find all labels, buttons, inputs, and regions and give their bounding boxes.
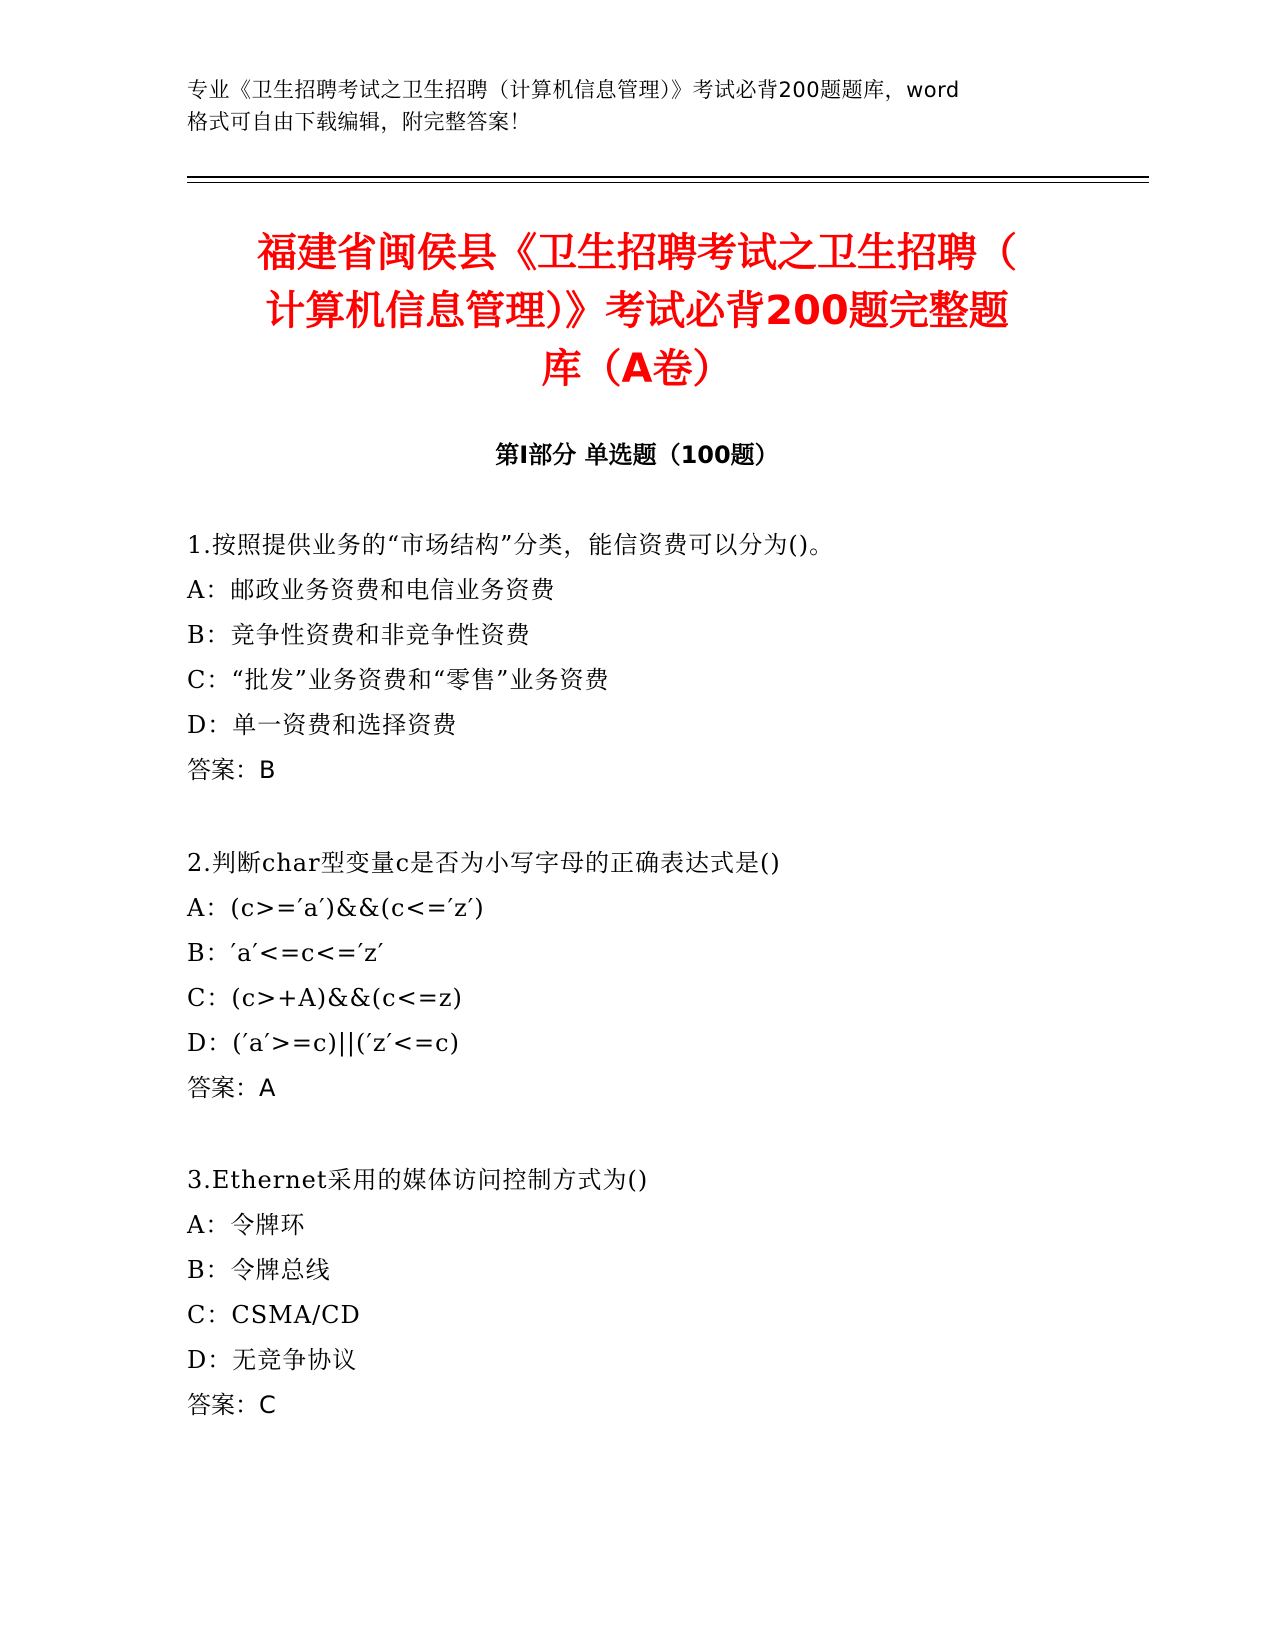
answer: 答案：B bbox=[187, 756, 276, 784]
option-b: B：令牌总线 bbox=[187, 1256, 331, 1284]
header-rule-thin bbox=[187, 182, 1149, 183]
option-a: A：邮政业务资费和电信业务资费 bbox=[187, 576, 556, 604]
question-3 bbox=[187, 1158, 1087, 1428]
question-stem: 1.按照提供业务的“市场结构”分类，能信资费可以分为()。 bbox=[187, 531, 835, 559]
option-d: D：(′a′>=c)||(′z′<=c) bbox=[187, 1029, 460, 1057]
question-stem: 2.判断char型变量c是否为小写字母的正确表达式是() bbox=[187, 849, 781, 877]
option-c: C：CSMA/CD bbox=[187, 1301, 361, 1329]
question-1 bbox=[187, 523, 1087, 793]
header-note-line-1: 专业《卫生招聘考试之卫生招聘（计算机信息管理）》考试必背200题题库，word bbox=[187, 78, 960, 102]
header-note bbox=[187, 74, 1087, 138]
option-a: A：(c>=′a′)&&(c<=′z′) bbox=[187, 894, 485, 922]
document-title-line-2: 计算机信息管理）》考试必背200题完整题 bbox=[265, 288, 1009, 334]
question-2 bbox=[187, 841, 1087, 1111]
option-c: C：(c>+A)&&(c<=z) bbox=[187, 984, 463, 1012]
document-title-line-1: 福建省闽侯县《卫生招聘考试之卫生招聘（ bbox=[257, 230, 1017, 276]
document-title bbox=[187, 224, 1087, 398]
option-b: B：竞争性资费和非竞争性资费 bbox=[187, 621, 531, 649]
answer: 答案：A bbox=[187, 1074, 276, 1102]
option-b: B：′a′<=c<=′z′ bbox=[187, 939, 385, 967]
answer: 答案：C bbox=[187, 1391, 276, 1419]
option-c: C：“批发”业务资费和“零售”业务资费 bbox=[187, 666, 610, 694]
section-title: 第Ⅰ部分 单选题（100题） bbox=[495, 441, 779, 469]
question-stem: 3.Ethernet采用的媒体访问控制方式为() bbox=[187, 1166, 649, 1194]
header-rule-thick bbox=[187, 176, 1149, 178]
option-d: D：无竞争协议 bbox=[187, 1346, 358, 1374]
document-title-line-3: 库（A卷） bbox=[541, 346, 733, 392]
option-a: A：令牌环 bbox=[187, 1211, 306, 1239]
option-d: D：单一资费和选择资费 bbox=[187, 711, 458, 739]
header-note-line-2: 格式可自由下载编辑，附完整答案！ bbox=[187, 110, 531, 134]
